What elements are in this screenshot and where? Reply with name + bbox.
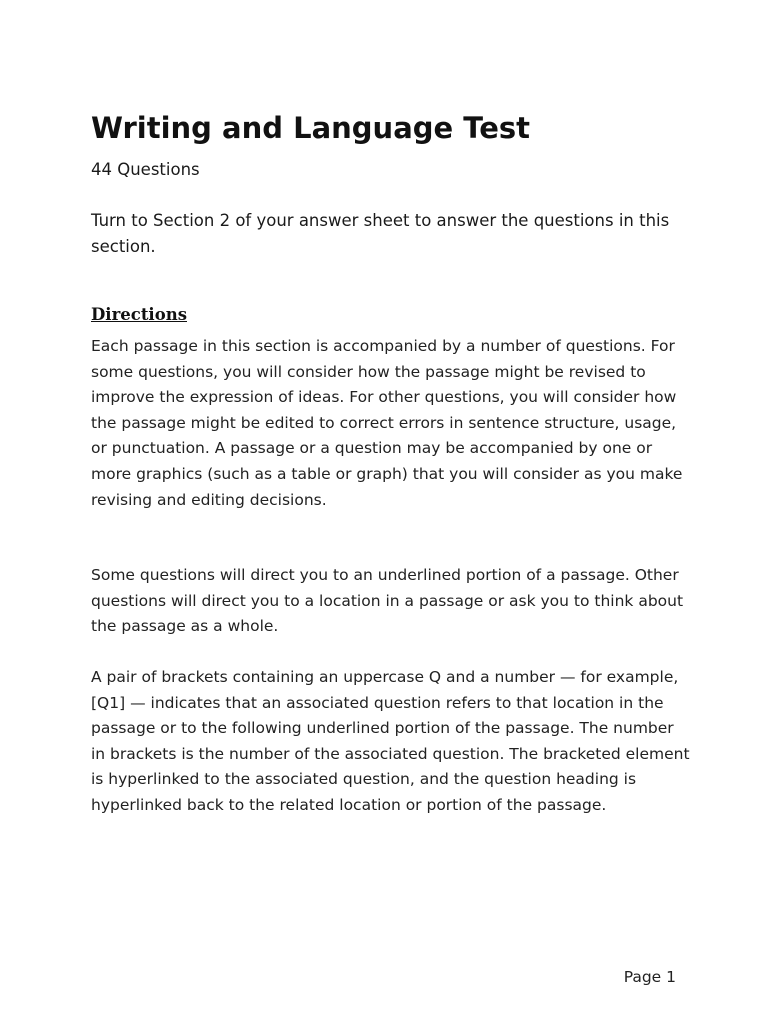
page-title: Writing and Language Test [91,111,531,145]
directions-paragraph-1: Each passage in this section is accompanied by a number of questions. For some questions, you will consider how the passage might be revised to improve the expression of ideas. For other questions, you will consider how the passage might be edited to correct errors in sentence structure, usage, or punctuation. A passage or a question may be accompanied by one or more graphics (such as a table or graph) that you will consider as you make revising and editing decisions. [91,337,683,509]
directions-paragraph-2: Some questions will direct you to an underlined portion of a passage. Other questions will direct you to a location in a passage or ask you to think about the passage as a whole. [91,566,684,636]
page-number: Page 1 [623,968,676,986]
section-instruction: Turn to Section 2 of your answer sheet to answer the questions in this section. [91,211,670,256]
question-count: 44 Questions [91,160,200,179]
directions-heading: Directions [91,305,187,324]
directions-paragraph-3: A pair of brackets containing an uppercase Q and a number — for example, [Q1] — indicates that an associated question refers to that location in the passage or to the following underlined portion of the passage. The number in brackets is the number of the associated question. The bracketed element is hyperlinked to the associated question, and the question heading is hyperlinked back to the related location or portion of the passage. [91,668,690,814]
